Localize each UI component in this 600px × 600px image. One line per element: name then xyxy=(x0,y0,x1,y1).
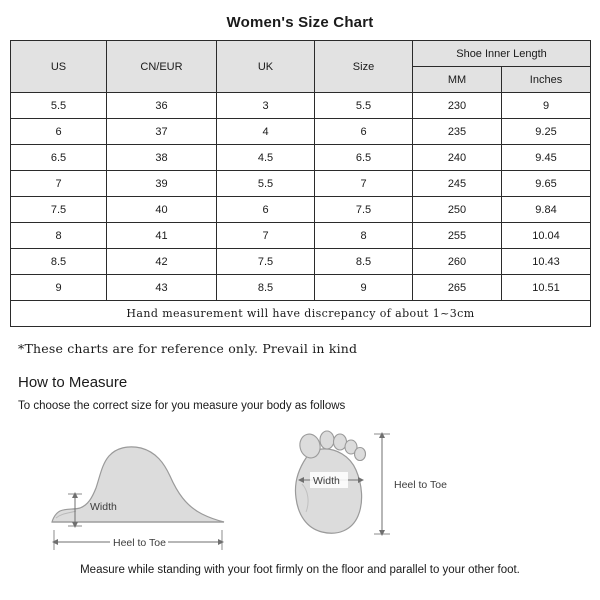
cell-inches: 10.43 xyxy=(502,249,591,275)
cell-cn-eur: 37 xyxy=(107,119,217,145)
foot-diagram-svg xyxy=(10,418,590,558)
cell-us: 7.5 xyxy=(11,197,107,223)
cell-cn-eur: 41 xyxy=(107,223,217,249)
cell-cn-eur: 39 xyxy=(107,171,217,197)
cell-uk: 3 xyxy=(217,93,315,119)
cell-us: 8.5 xyxy=(11,249,107,275)
page-title: Women's Size Chart xyxy=(226,14,374,31)
table-row xyxy=(11,119,591,145)
cell-size: 9 xyxy=(315,275,413,301)
cell-mm: 245 xyxy=(413,171,502,197)
measurement-diagrams xyxy=(10,418,590,558)
cell-inches: 9.65 xyxy=(502,171,591,197)
table-row xyxy=(11,145,591,171)
cell-size: 6.5 xyxy=(315,145,413,171)
side-width-label: Width xyxy=(90,501,117,513)
cell-inches: 9.45 xyxy=(502,145,591,171)
cell-inches: 9.84 xyxy=(502,197,591,223)
column-header-cn-eur: CN/EUR xyxy=(107,41,217,93)
cell-mm: 260 xyxy=(413,249,502,275)
table-row xyxy=(11,197,591,223)
cell-uk: 7.5 xyxy=(217,249,315,275)
measure-footer-note: Measure while standing with your foot firmly on the floor and parallel to your other foot. xyxy=(80,564,520,576)
cell-mm: 250 xyxy=(413,197,502,223)
column-subheader-mm: MM xyxy=(413,67,502,93)
hand-measurement-note: Hand measurement will have discrepancy of about 1~3cm xyxy=(11,301,591,327)
cell-uk: 8.5 xyxy=(217,275,315,301)
cell-cn-eur: 42 xyxy=(107,249,217,275)
cell-us: 7 xyxy=(11,171,107,197)
column-header-size: Size xyxy=(315,41,413,93)
cell-inches: 9 xyxy=(502,93,591,119)
column-header-shoe-inner-length: Shoe Inner Length xyxy=(413,41,591,67)
cell-size: 7.5 xyxy=(315,197,413,223)
cell-us: 9 xyxy=(11,275,107,301)
cell-size: 8 xyxy=(315,223,413,249)
side-heel-to-toe-label: Heel to Toe xyxy=(113,537,166,549)
cell-size: 8.5 xyxy=(315,249,413,275)
cell-mm: 265 xyxy=(413,275,502,301)
cell-cn-eur: 43 xyxy=(107,275,217,301)
cell-uk: 4.5 xyxy=(217,145,315,171)
how-to-measure-subtitle: To choose the correct size for you measure your body as follows xyxy=(18,400,346,412)
how-to-measure-title: How to Measure xyxy=(18,374,128,391)
cell-uk: 6 xyxy=(217,197,315,223)
cell-inches: 10.51 xyxy=(502,275,591,301)
column-subheader-inches: Inches xyxy=(502,67,591,93)
table-footer-row xyxy=(11,301,591,327)
table-row xyxy=(11,93,591,119)
table-header-row xyxy=(11,41,591,67)
size-chart-table xyxy=(10,40,591,327)
table-row xyxy=(11,223,591,249)
cell-cn-eur: 36 xyxy=(107,93,217,119)
cell-us: 8 xyxy=(11,223,107,249)
cell-us: 5.5 xyxy=(11,93,107,119)
cell-cn-eur: 40 xyxy=(107,197,217,223)
table-row xyxy=(11,249,591,275)
cell-mm: 230 xyxy=(413,93,502,119)
cell-uk: 5.5 xyxy=(217,171,315,197)
cell-mm: 235 xyxy=(413,119,502,145)
cell-size: 6 xyxy=(315,119,413,145)
side-heel-to-toe-dimension xyxy=(52,530,224,550)
table-row xyxy=(11,275,591,301)
cell-us: 6.5 xyxy=(11,145,107,171)
table-row xyxy=(11,171,591,197)
sole-width-label: Width xyxy=(313,475,340,487)
disclaimer-text: *These charts are for reference only. Prevail in kind xyxy=(18,341,358,356)
cell-us: 6 xyxy=(11,119,107,145)
cell-inches: 9.25 xyxy=(502,119,591,145)
sole-heel-to-toe-label: Heel to Toe xyxy=(394,479,447,491)
cell-uk: 7 xyxy=(217,223,315,249)
cell-uk: 4 xyxy=(217,119,315,145)
cell-mm: 240 xyxy=(413,145,502,171)
column-header-uk: UK xyxy=(217,41,315,93)
cell-mm: 255 xyxy=(413,223,502,249)
cell-inches: 10.04 xyxy=(502,223,591,249)
side-view-foot-icon xyxy=(52,447,224,522)
sole-heel-to-toe-dimension xyxy=(374,432,447,536)
cell-size: 7 xyxy=(315,171,413,197)
cell-cn-eur: 38 xyxy=(107,145,217,171)
column-header-us: US xyxy=(11,41,107,93)
cell-size: 5.5 xyxy=(315,93,413,119)
